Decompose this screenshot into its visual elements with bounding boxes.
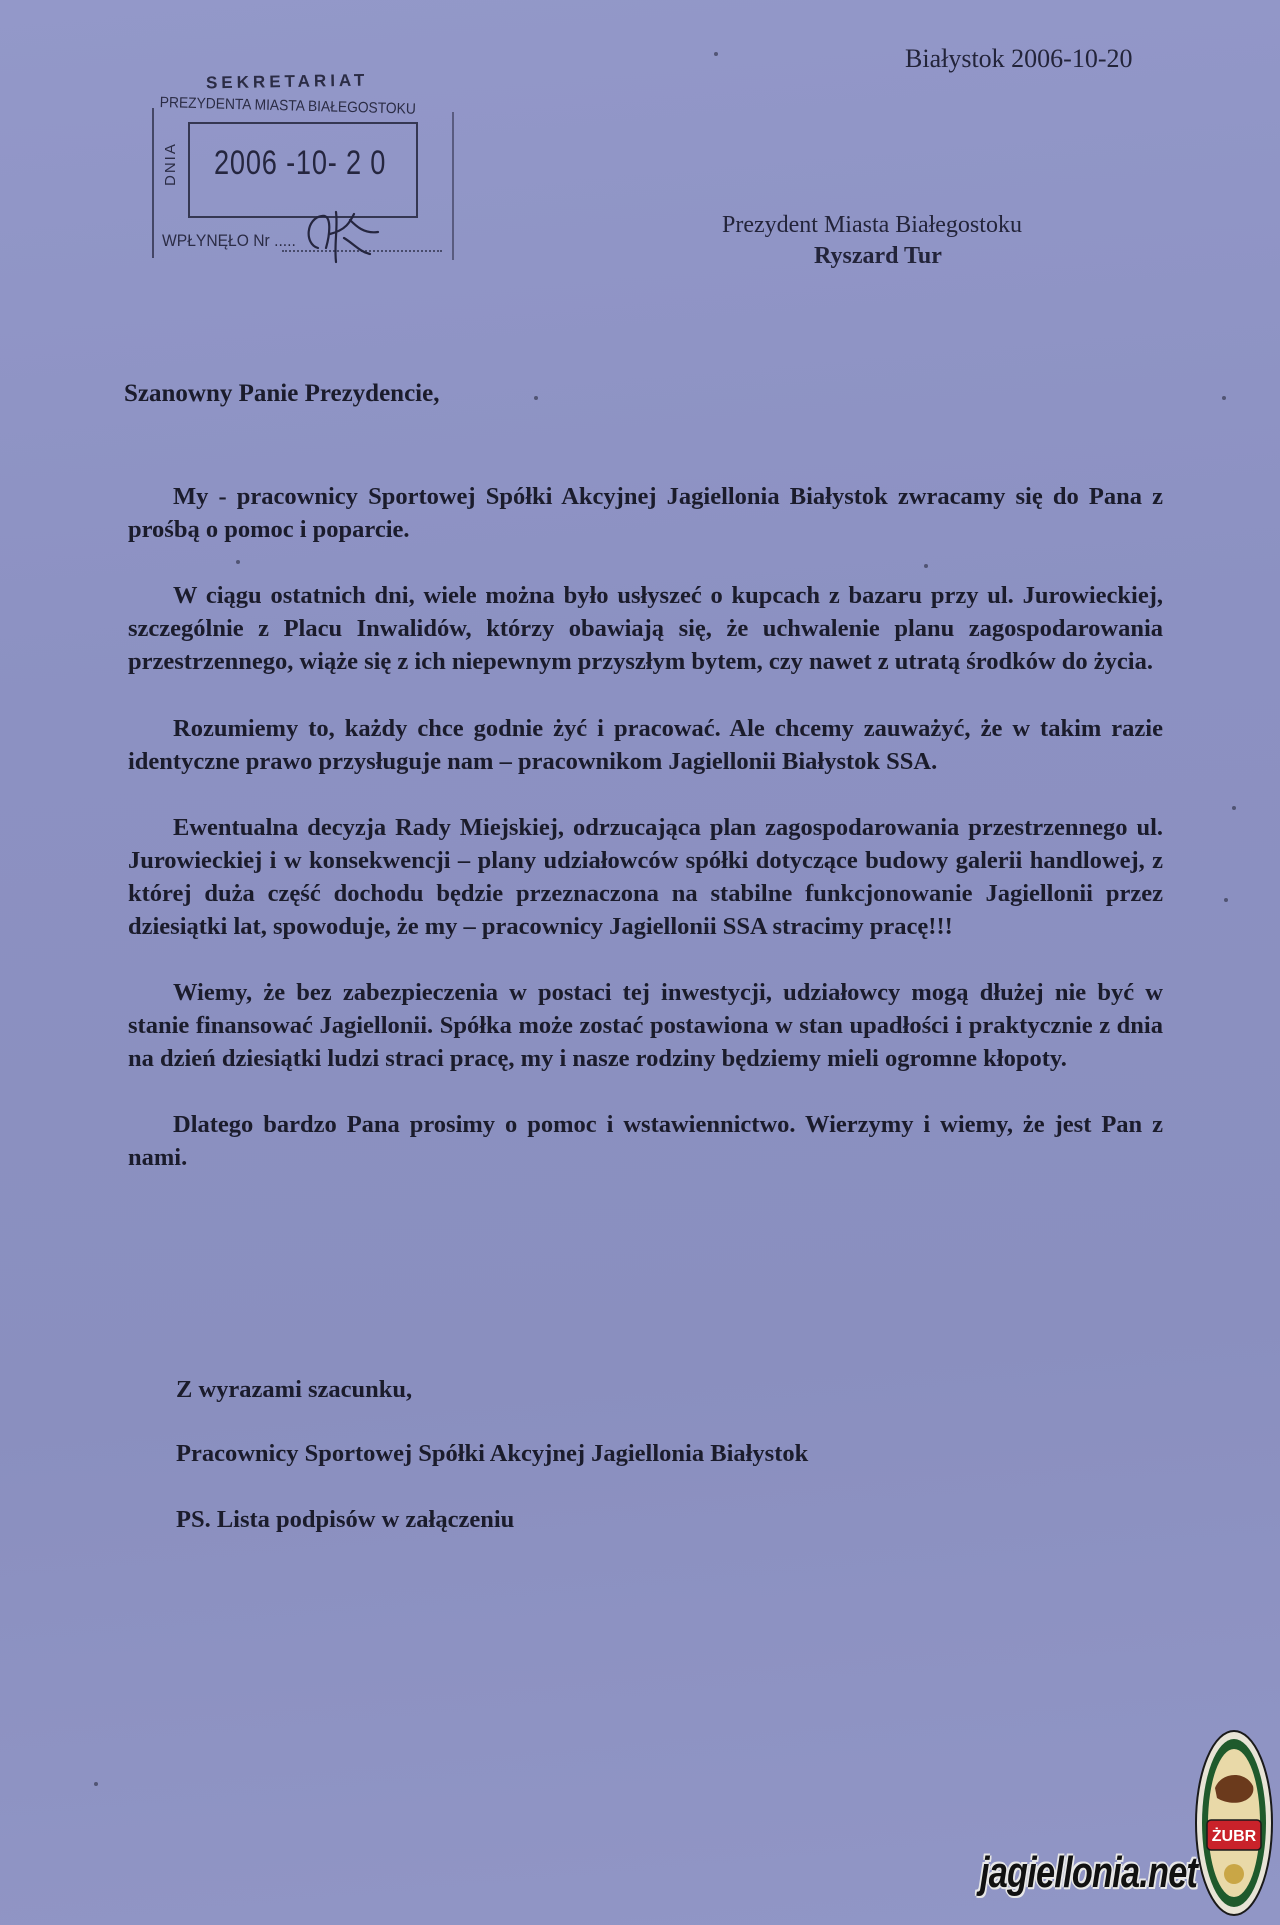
paragraph: Rozumiemy to, każdy chce godnie żyć i pracować. Ale chcemy zauważyć, że w takim razie identyczne prawo przysługuje nam – pracownikom Jagiellonii Białystok SSA. (128, 715, 1163, 775)
zubr-beer-logo (1193, 1728, 1275, 1918)
paragraph: Dlatego bardzo Pana prosimy o pomoc i wstawiennictwo. Wierzymy i wiemy, że jest Pan z nami. (128, 1111, 1163, 1171)
registry-stamp (150, 68, 460, 268)
stamp-border (452, 112, 454, 260)
stamp-title: SEKRETARIAT (205, 70, 369, 93)
paragraph: My - pracownicy Sportowej Spółki Akcyjnej Jagiellonia Białystok zwracamy się do Pana z prośbą o pomoc i poparcie. (128, 483, 1163, 543)
scan-speck (924, 564, 928, 568)
scan-speck (1232, 806, 1236, 810)
closing-phrase: Z wyrazami szacunku, (176, 1376, 413, 1403)
stamp-subtitle: PREZYDENTA MIASTA BIAŁEGOSTOKU (159, 94, 417, 118)
paragraph: Ewentualna decyzja Rady Miejskiej, odrzucająca plan zagospodarowania przestrzennego ul. Jurowieckiej i w konsekwencji – plany udziałowców spółki dotyczące budowy galerii handlowej, z której duża część dochodu będzie przeznaczona na stabilne funkcjonowanie Jagiellonii przez dziesiątki lat, spowoduje, że my – pracownicy Jagiellonii SSA stracimy pracę!!! (128, 814, 1163, 940)
signatory: Pracownicy Sportowej Spółki Akcyjnej Jagiellonia Białystok (176, 1440, 809, 1467)
stamp-date: 2006 -10- 2 0 (214, 144, 387, 182)
scan-speck (714, 52, 718, 56)
recipient-name: Ryszard Tur (814, 243, 942, 269)
scan-speck (534, 396, 538, 400)
postscript: PS. Lista podpisów w załączeniu (176, 1506, 515, 1533)
site-watermark: jagiellonia.net (980, 1848, 1198, 1897)
recipient-title: Prezydent Miasta Białegostoku (722, 212, 1022, 238)
stamp-initials-scribble (300, 204, 390, 264)
stamp-side-label: DNIA (162, 142, 179, 186)
scan-speck (94, 1782, 98, 1786)
stamp-received-label: WPŁYNĘŁO Nr ..... (162, 231, 296, 250)
letter-body (128, 480, 1163, 1207)
salutation: Szanowny Panie Prezydencie, (124, 380, 440, 407)
zubr-logo-text: ŻUBR (1211, 1828, 1257, 1845)
paragraph: Wiemy, że bez zabezpieczenia w postaci tej inwestycji, udziałowcy mogą dłużej nie być w stanie finansować Jagiellonii. Spółka może zostać postawiona w stan upadłości i praktycznie z dnia na dzień dziesiątki ludzi straci pracę, my i nasze rodziny będziemy mieli ogromne kłopoty. (128, 979, 1163, 1072)
paragraph: W ciągu ostatnich dni, wiele można było usłyszeć o kupcach z bazaru przy ul. Jurowieckiej, szczególnie z Placu Inwalidów, którzy obawiają się, że uchwalenie planu zagospodarowania przestrzennego, wiąże się z ich niepewnym przyszłym bytem, czy nawet z utratą środków do życia. (128, 582, 1163, 675)
recipient-block (722, 212, 1082, 270)
scan-speck (1224, 898, 1228, 902)
scan-speck (236, 560, 240, 564)
stamp-border (152, 108, 154, 258)
scan-speck (1222, 396, 1226, 400)
letter-date: Białystok 2006-10-20 (905, 44, 1133, 73)
